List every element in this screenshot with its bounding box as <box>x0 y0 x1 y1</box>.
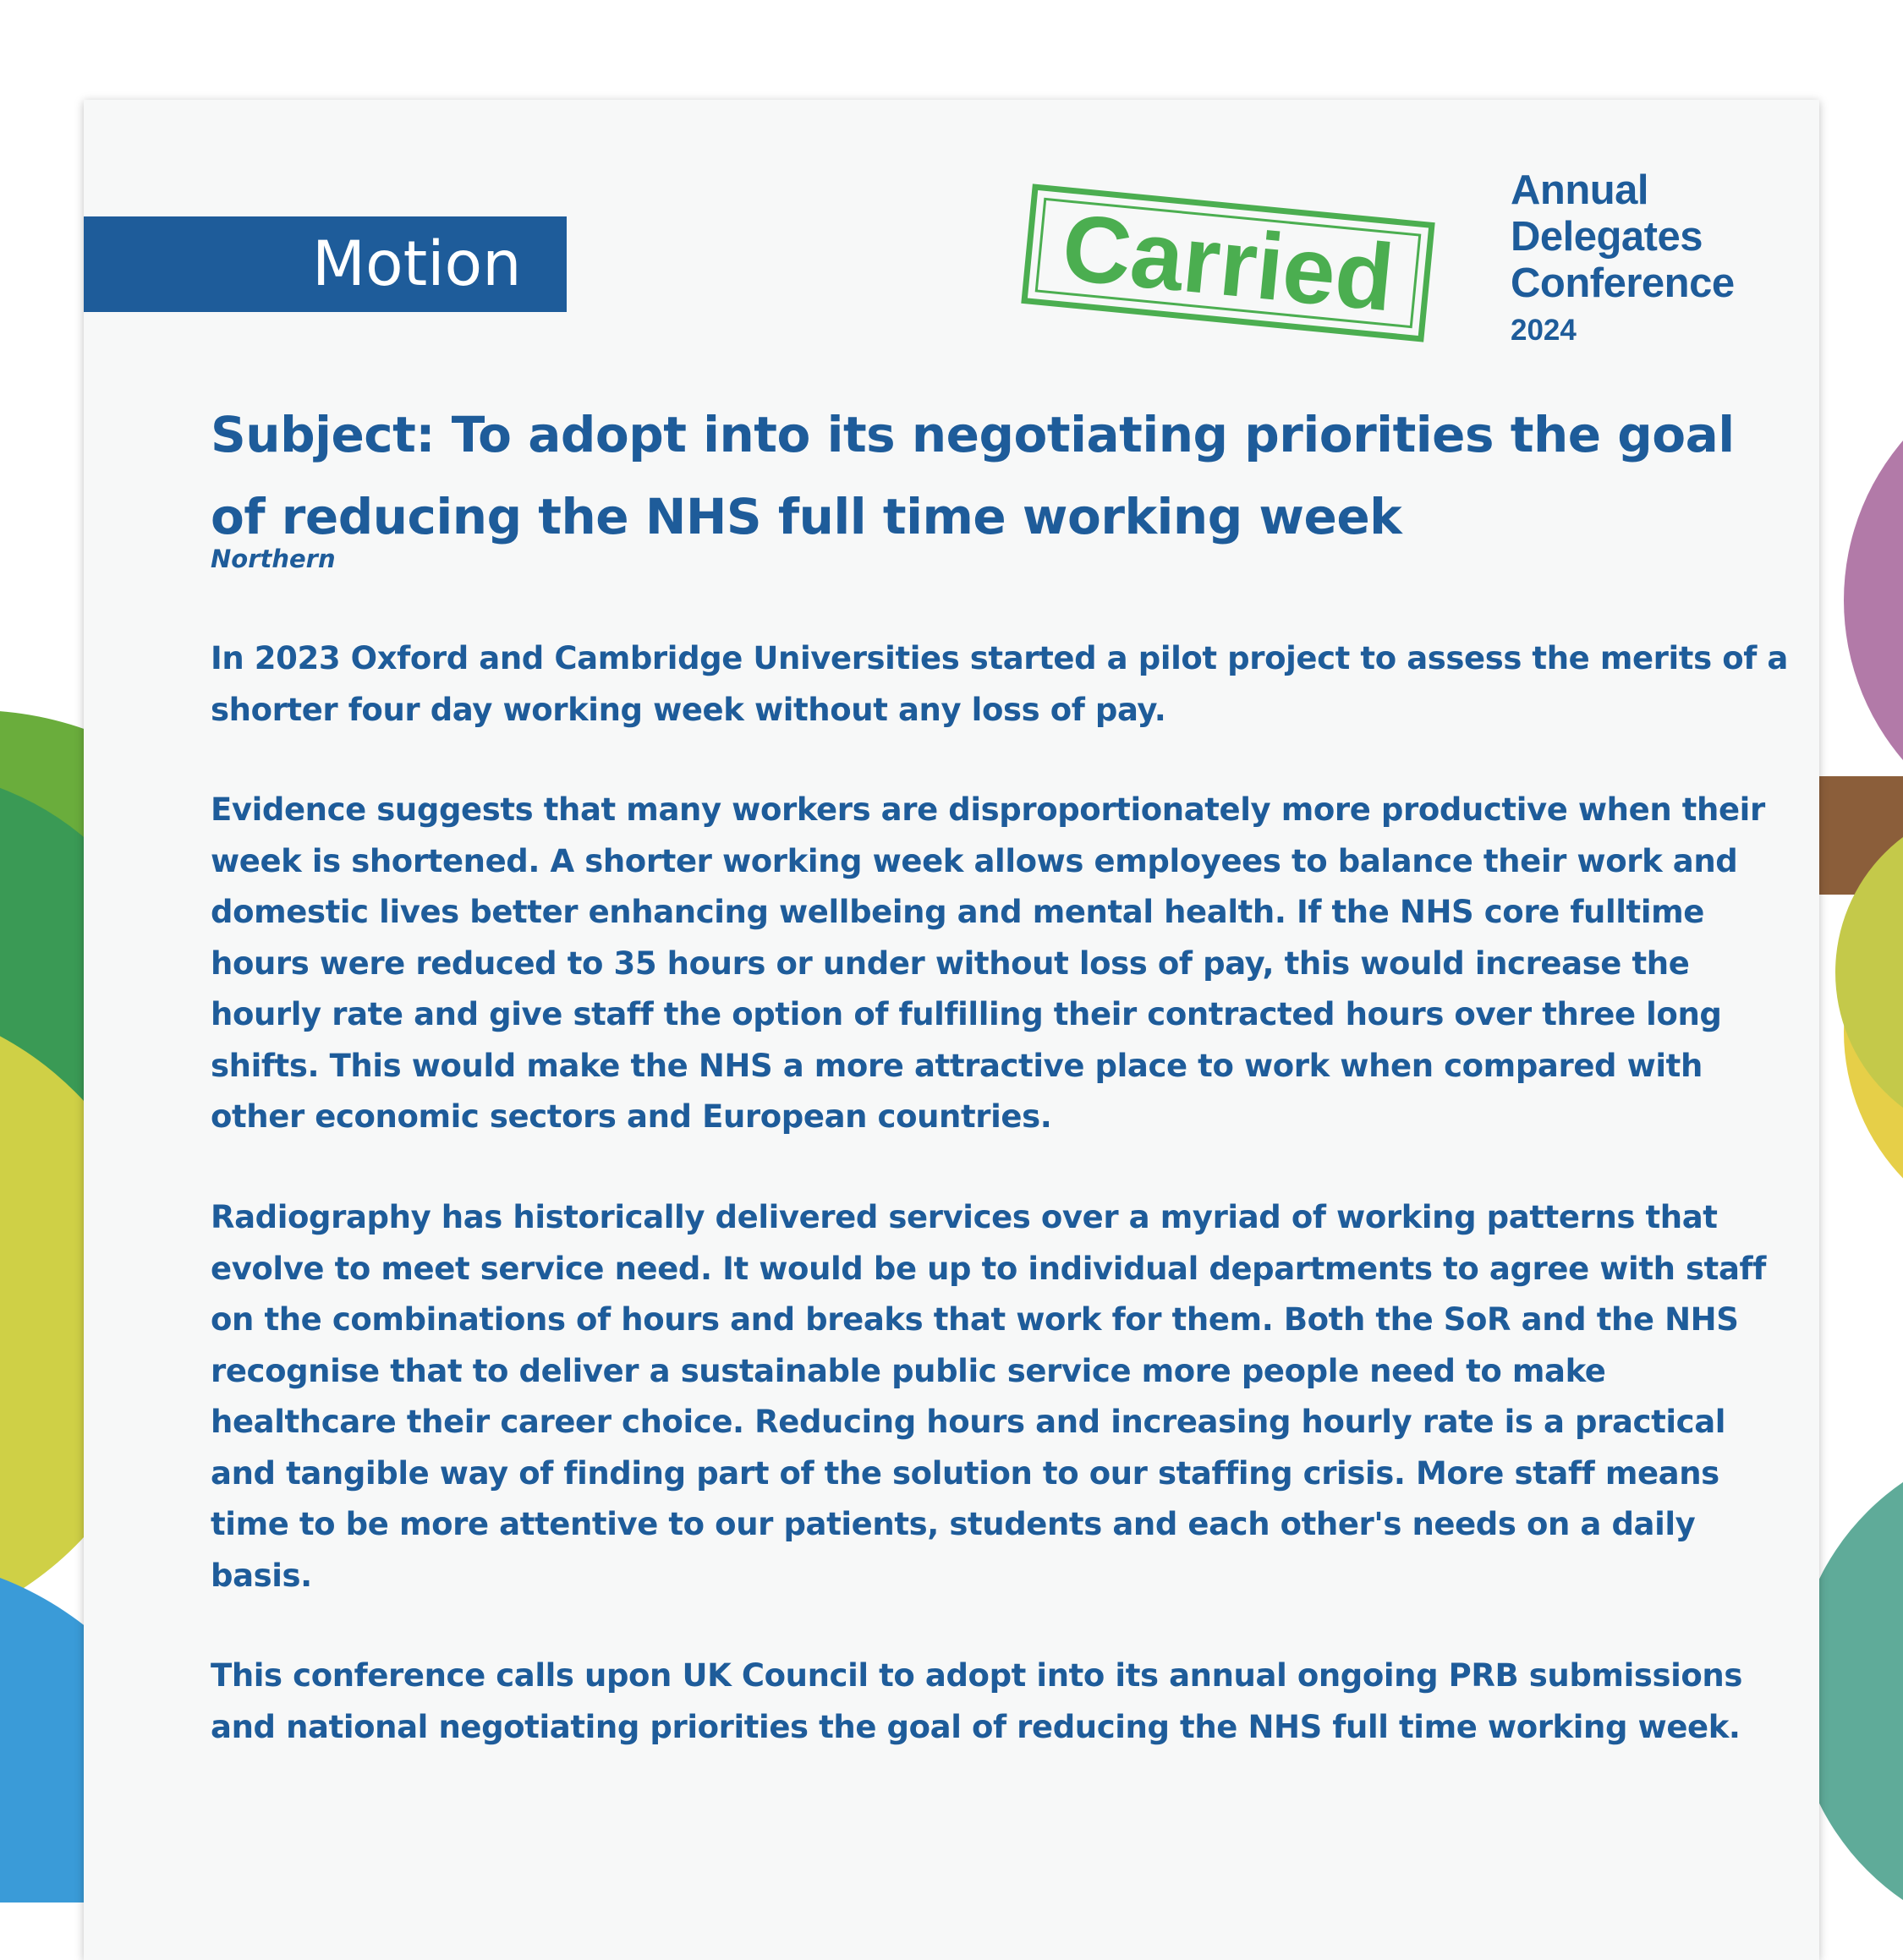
proposer-region: Northern <box>211 545 336 573</box>
motion-banner <box>84 216 567 312</box>
motion-paragraph-2: Evidence suggests that many workers are disproportionately more productive when their week is shortened. A shorter working week allows employees to balance their work and domestic lives better enhancing wellbeing and mental health. If the NHS core fulltime hours were reduced to 35 hours or under without loss of pay, this would increase the hourly rate and give staff the option of fulfilling their contracted hours over three long shifts. This would make the NHS a more attractive place to work when compared with other economic sectors and European countries. <box>211 791 1765 1135</box>
conference-year: 2024 <box>1511 314 1577 347</box>
motion-paragraph-3: Radiography has historically delivered services over a myriad of working patterns that evolve to meet service need. It would be up to individual departments to agree with staff on the combinations of hours and breaks that work for them. Both the SoR and the NHS recognise that to deliver a sustainable public service more people need to make healthcare their career choice. Reducing hours and increasing hourly rate is a practical and tangible way of finding part of the solution to our staffing crisis. More staff means time to be more attentive to our patients, students and each other's needs on a daily basis. <box>211 1199 1766 1594</box>
stamp-text: Carried <box>1057 194 1399 331</box>
conference-logo <box>1511 167 1735 348</box>
magenta-blob <box>1844 355 1903 846</box>
conference-logo-line1: Annual <box>1511 167 1649 213</box>
motion-subject: Subject: To adopt into its negotiating priorities the goal of reducing the NHS full time working week <box>211 406 1735 545</box>
conference-logo-line2: Delegates <box>1511 214 1703 260</box>
motion-resolution: This conference calls upon UK Council to adopt into its annual ongoing PRB submissions and national negotiating priorities the goal of reducing the NHS full time working week. <box>211 1657 1742 1745</box>
motion-paragraph-1: In 2023 Oxford and Cambridge Universities started a pilot project to assess the merits of a shorter four day working week without any loss of pay. <box>211 640 1788 728</box>
motion-label: Motion <box>312 228 522 300</box>
conference-logo-line3: Conference <box>1511 260 1735 306</box>
